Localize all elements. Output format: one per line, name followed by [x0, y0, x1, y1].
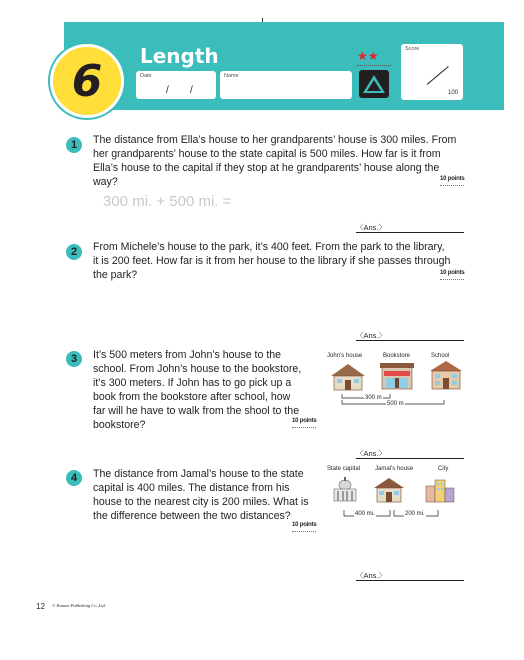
unit-number: 6: [71, 55, 103, 107]
problem-2-text: [93, 240, 473, 282]
points-label: 10 points: [440, 270, 465, 276]
measure-400mi: 400 mi.: [355, 511, 375, 517]
answer-line[interactable]: [356, 458, 464, 459]
city-icon: [424, 476, 456, 509]
text-line: house to the nearest city is 200 miles. What is: [93, 496, 309, 508]
star-icon: ★★: [357, 49, 379, 63]
label-school: School: [431, 353, 450, 359]
points-label: 10 points: [292, 522, 317, 528]
text-line: the park?: [93, 269, 138, 281]
text-line: school. From John’s house to the bookstore,: [93, 363, 302, 375]
capitol-icon: [331, 477, 359, 508]
points-label: 10 points: [440, 176, 465, 182]
problem-number-3: 3: [66, 351, 82, 367]
text-line: it’s 300 meters. If John has to go pick up a: [93, 377, 292, 389]
text-line: bookstore?: [93, 419, 146, 431]
unit-badge: [50, 44, 124, 118]
house-icon: [372, 476, 406, 509]
measure-300m: 300 m: [365, 395, 382, 401]
date-slash: /: [190, 85, 193, 96]
measure-200mi: 200 mi.: [405, 511, 425, 517]
text-line: From Michele’s house to the park, it’s 400 feet. From the park to the library,: [93, 241, 445, 253]
problem-3-text: [93, 348, 318, 432]
label-jamals-house: Jamal’s house: [375, 466, 414, 472]
dotted-divider: [440, 185, 464, 186]
text-line: book from the bookstore after school, how: [93, 391, 291, 403]
publisher-credit: © Kumon Publishing Co.,Ltd.: [52, 603, 106, 608]
text-line: it is 200 feet. How far is it from her house to the library if she passes through: [93, 255, 451, 267]
problem-number-2: 2: [66, 244, 82, 260]
text-line: way?: [93, 176, 118, 188]
measure-500m: 500 m: [387, 401, 404, 407]
date-field[interactable]: [136, 71, 216, 99]
text-line: The distance from Jamal’s house to the state: [93, 468, 304, 480]
school-icon: [428, 359, 464, 396]
text-line: It’s 500 meters from John’s house to the: [93, 349, 282, 361]
answer-label: 〈Ans.〉: [356, 449, 387, 458]
answer-label: 〈Ans.〉: [356, 571, 387, 580]
problem-4-text: [93, 467, 318, 523]
text-line: capital is 400 miles. The distance from his: [93, 482, 290, 494]
score-field[interactable]: [401, 44, 463, 100]
date-label: Date: [140, 73, 152, 79]
score-slash: [427, 66, 449, 85]
page-number: 12: [36, 602, 45, 611]
dotted-divider: [292, 427, 316, 428]
label-bookstore: Bookstore: [383, 353, 411, 359]
answer-line[interactable]: [356, 580, 464, 581]
label-city: City: [438, 466, 449, 472]
page-title: Length: [140, 44, 219, 68]
text-line: Ella’s house to the capital if they stop at he grandparents’ house along the: [93, 162, 440, 174]
label-state-capital: State capital: [327, 466, 361, 472]
dotted-divider: [357, 65, 391, 66]
points-label: 10 points: [292, 418, 317, 424]
score-max: 100: [447, 90, 458, 96]
difficulty-level: [355, 44, 397, 100]
date-slash: /: [166, 85, 169, 96]
name-label: Name: [224, 73, 239, 79]
problem-number-1: 1: [66, 137, 82, 153]
dotted-divider: [440, 279, 464, 280]
answer-line[interactable]: [356, 232, 464, 233]
mountain-icon: [359, 70, 389, 103]
text-line: the difference between the two distances?: [93, 510, 291, 522]
label-johns-house: John’s house: [327, 353, 363, 359]
answer-line[interactable]: [356, 340, 464, 341]
text-line: far will he have to walk from the shool to the: [93, 405, 300, 417]
score-label: Score: [405, 46, 420, 52]
answer-label: 〈Ans.〉: [356, 223, 387, 232]
dotted-divider: [292, 531, 316, 532]
answer-label: 〈Ans.〉: [356, 331, 387, 340]
text-line: The distance from Ella’s house to her grandparents’ house is 300 miles. From: [93, 134, 457, 146]
bookstore-icon: [378, 361, 416, 396]
name-field[interactable]: [220, 71, 352, 99]
hint-text: 300 mi. + 500 mi. =: [103, 193, 232, 210]
problem-number-4: 4: [66, 470, 82, 486]
problem-1-text: [93, 133, 473, 189]
text-line: her grandparents’ house to the state capital is 500 miles. How far is it from: [93, 148, 441, 160]
